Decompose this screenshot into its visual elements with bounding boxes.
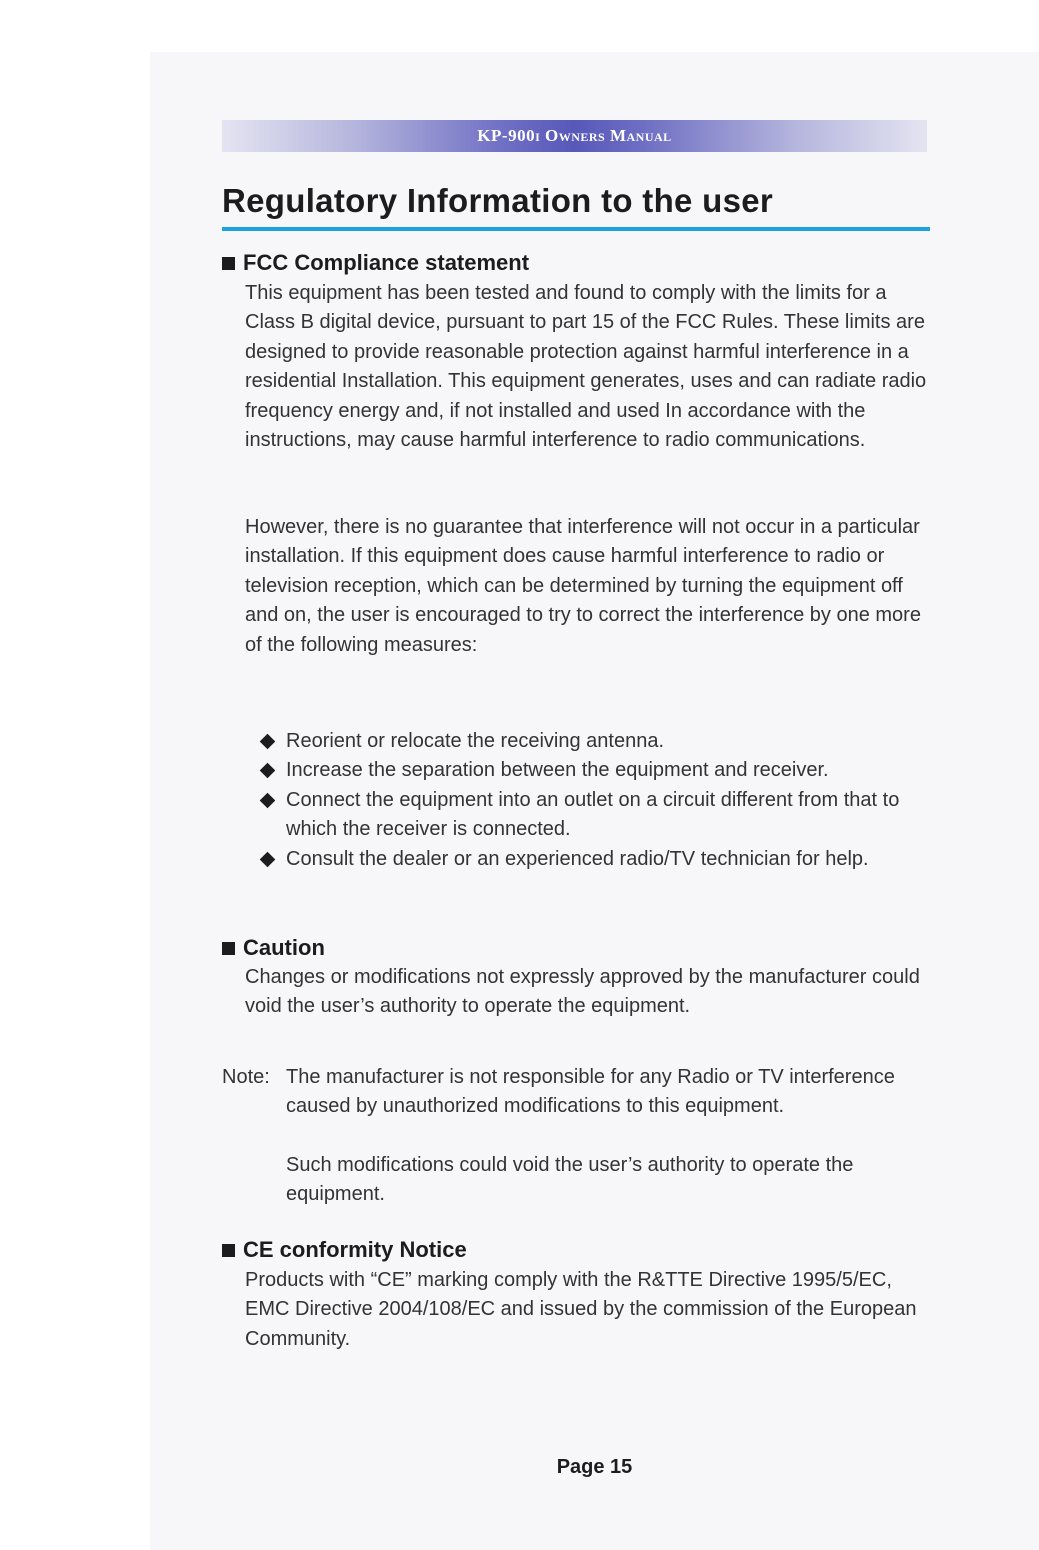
ce-section-heading: [222, 1237, 467, 1263]
fcc-paragraph-2: However, there is no guarantee that interference will not occur in a particular installation. If this equipment does cause harmful interference to radio or television reception, which can be determined by turning the equipment off and on, the user is encouraged to try to correct the interference by one more of the following measures:: [245, 516, 921, 656]
ce-heading-text: CE conformity Notice: [243, 1237, 467, 1262]
fcc-paragraph-1: This equipment has been tested and found to comply with the limits for a Class B digital device, pursuant to part 15 of the FCC Rules. These limits are designed to provide reasonable protection against harmful interference in a residential Installation. This equipment generates, uses and can radiate radio frequency energy and, if not installed and used In accordance with the instructions, may cause harmful interference to radio communications.: [245, 282, 927, 452]
caution-heading-text: Caution: [243, 935, 325, 960]
ce-text: Products with “CE” marking comply with the R&TTE Directive 1995/5/EC, EMC Directive 2004/108/EC and issued by the commission of the European Community.: [245, 1269, 917, 1350]
measure-text: Consult the dealer or an experienced radio/TV technician for help.: [286, 847, 869, 870]
measure-text: Connect the equipment into an outlet on a circuit different from that to which the receiver is connected.: [286, 788, 900, 841]
measure-text: Reorient or relocate the receiving antenna.: [286, 730, 665, 752]
caution-section-heading: [222, 935, 325, 961]
manual-header-band: [222, 120, 927, 152]
fcc-section-heading: [222, 250, 529, 276]
title-underline: [222, 227, 930, 231]
list-item: [258, 786, 928, 845]
diamond-bullet-icon: [260, 763, 276, 779]
list-item: [258, 727, 928, 756]
list-item: [258, 756, 928, 785]
page-title: Regulatory Information to the user: [222, 182, 774, 219]
fcc-heading-text: FCC Compliance statement: [243, 250, 530, 275]
diamond-bullet-icon: [260, 793, 276, 809]
square-bullet-icon: [222, 1244, 235, 1257]
note-text-1: The manufacturer is not responsible for any Radio or TV interference caused by unauthorized modifications to this equipment.: [286, 1066, 895, 1118]
fcc-measures-list: [258, 727, 928, 874]
note-text-2: Such modifications could void the user’s authority to operate the equipment.: [286, 1154, 854, 1206]
diamond-bullet-icon: [260, 851, 276, 867]
square-bullet-icon: [222, 942, 235, 955]
note-label: Note:: [222, 1066, 270, 1088]
manual-header-text: KP-900i Owners Manual: [477, 126, 672, 145]
diamond-bullet-icon: [260, 734, 276, 750]
list-item: [258, 845, 928, 874]
measure-text: Increase the separation between the equipment and receiver.: [286, 759, 829, 782]
page-number: Page 15: [556, 1456, 633, 1478]
caution-text: Changes or modifications not expressly approved by the manufacturer could void the user’s authority to operate the equipment.: [245, 966, 920, 1018]
square-bullet-icon: [222, 257, 235, 270]
